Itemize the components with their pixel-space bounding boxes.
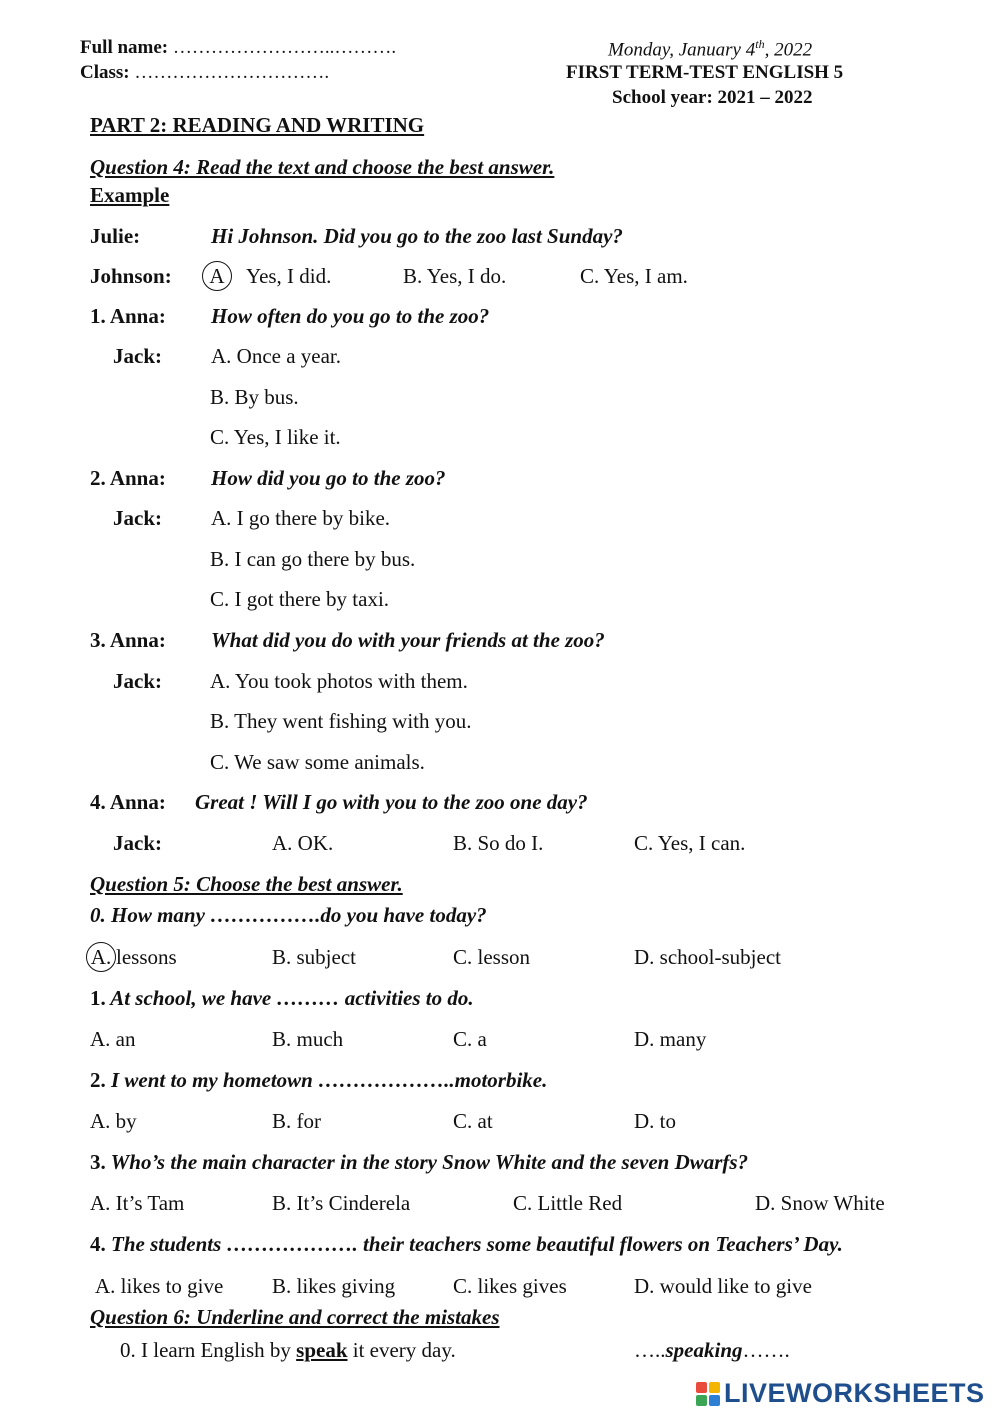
item-3-option-b[interactable]: B. They went fishing with you. <box>210 709 472 733</box>
q5-item-1-option-b[interactable]: B. much <box>272 1027 344 1051</box>
q5-item-4-question: 4. The students ………………. their teachers some beautiful flowers on Teachers’ Day. <box>90 1232 843 1256</box>
q5-item-2-option-d[interactable]: D. to <box>634 1109 676 1133</box>
item-1-jack: Jack: <box>113 344 162 368</box>
item-3-question: What did you do with your friends at the zoo? <box>211 628 605 652</box>
q6-example-mistake: speak <box>296 1338 348 1362</box>
q5-item-3-option-c[interactable]: C. Little Red <box>513 1191 623 1215</box>
item-1-option-a[interactable]: A. Once a year. <box>211 344 342 368</box>
q5-item-1-option-c[interactable]: C. a <box>453 1027 487 1051</box>
q5-item-2-option-a[interactable]: A. by <box>90 1109 137 1133</box>
q6-example-answer: …..speaking……. <box>634 1338 790 1362</box>
class-label: Class: …………………………. <box>80 62 330 83</box>
q5-item-3-option-d[interactable]: D. Snow White <box>755 1191 885 1215</box>
logo-square <box>696 1382 707 1393</box>
q5-item-1-option-a[interactable]: A. an <box>90 1027 136 1051</box>
item-1-question: How often do you go to the zoo? <box>211 304 490 328</box>
q5-example-option-b: B. subject <box>272 945 356 969</box>
example-label: Example <box>90 183 170 207</box>
q5-example-option-a: A. lessons <box>86 942 177 972</box>
item-4-question: Great ! Will I go with you to the zoo one day? <box>195 790 588 814</box>
item-4-option-a[interactable]: A. OK. <box>272 831 334 855</box>
item-4-speaker: 4. Anna: <box>90 790 166 814</box>
item-2-option-c[interactable]: C. I got there by taxi. <box>210 587 390 611</box>
q5-example-question: 0. How many …………….do you have today? <box>90 903 487 927</box>
part-2-title: PART 2: READING AND WRITING <box>90 113 425 137</box>
class-field[interactable]: …………………………. <box>134 62 330 83</box>
speaker-johnson: Johnson: <box>90 264 172 288</box>
example-option-a: A Yes, I did. <box>206 261 331 291</box>
q5-item-2-option-b[interactable]: B. for <box>272 1109 321 1133</box>
item-3-speaker: 3. Anna: <box>90 628 166 652</box>
item-3-option-a[interactable]: A. You took photos with them. <box>210 669 468 693</box>
q5-item-3-option-b[interactable]: B. It’s Cinderela <box>272 1191 411 1215</box>
q5-item-1-option-d[interactable]: D. many <box>634 1027 707 1051</box>
item-2-option-b[interactable]: B. I can go there by bus. <box>210 547 416 571</box>
item-1-option-c[interactable]: C. Yes, I like it. <box>210 425 341 449</box>
q5-item-3-option-a[interactable]: A. It’s Tam <box>90 1191 185 1215</box>
item-2-speaker: 2. Anna: <box>90 466 166 490</box>
item-2-jack: Jack: <box>113 506 162 530</box>
example-option-c: C. Yes, I am. <box>580 264 688 288</box>
q6-example-sentence: 0. I learn English by speak it every day. <box>120 1338 456 1362</box>
q5-item-3-question: 3. Who’s the main character in the story Snow White and the seven Dwarfs? <box>90 1150 749 1174</box>
q5-example-option-d: D. school-subject <box>634 945 781 969</box>
item-4-option-c[interactable]: C. Yes, I can. <box>634 831 746 855</box>
item-3-option-c[interactable]: C. We saw some animals. <box>210 750 425 774</box>
example-question: Hi Johnson. Did you go to the zoo last Sunday? <box>211 224 623 248</box>
item-2-question: How did you go to the zoo? <box>211 466 446 490</box>
logo-mark-icon <box>696 1382 720 1406</box>
test-date: Monday, January 4th, 2022 <box>608 37 813 61</box>
item-4-jack: Jack: <box>113 831 162 855</box>
answer-circle: A <box>202 261 232 291</box>
full-name-label: Full name: ……………………..………. <box>80 37 397 58</box>
item-4-option-b[interactable]: B. So do I. <box>453 831 544 855</box>
logo-text: LIVEWORKSHEETS <box>724 1378 985 1408</box>
test-title: FIRST TERM-TEST ENGLISH 5 <box>566 62 844 83</box>
q5-item-1-question: 1. At school, we have ……… activities to do. <box>90 986 474 1010</box>
logo-square <box>709 1395 720 1406</box>
q5-item-4-option-a[interactable]: A. likes to give <box>95 1274 224 1298</box>
q5-example-option-c: C. lesson <box>453 945 531 969</box>
liveworksheets-logo <box>696 1378 985 1409</box>
q5-item-4-option-d[interactable]: D. would like to give <box>634 1274 812 1298</box>
item-1-option-b[interactable]: B. By bus. <box>210 385 299 409</box>
speaker-julie: Julie: <box>90 224 141 248</box>
q5-item-4-option-c[interactable]: C. likes gives <box>453 1274 567 1298</box>
question-4-title: Question 4: Read the text and choose the best answer. <box>90 155 555 179</box>
example-option-b: B. Yes, I do. <box>403 264 507 288</box>
item-1-speaker: 1. Anna: <box>90 304 166 328</box>
full-name-field[interactable]: ……………………..………. <box>172 37 397 58</box>
q5-item-2-question: 2. I went to my hometown ………………..motorbike. <box>90 1068 548 1092</box>
question-5-title: Question 5: Choose the best answer. <box>90 872 403 896</box>
q5-item-4-option-b[interactable]: B. likes giving <box>272 1274 396 1298</box>
logo-square <box>696 1395 707 1406</box>
school-year: School year: 2021 – 2022 <box>612 87 813 108</box>
item-2-option-a[interactable]: A. I go there by bike. <box>211 506 391 530</box>
q5-item-2-option-c[interactable]: C. at <box>453 1109 493 1133</box>
logo-square <box>709 1382 720 1393</box>
answer-circle: A. <box>86 942 116 972</box>
question-6-title: Question 6: Underline and correct the mistakes <box>90 1305 500 1329</box>
item-3-jack: Jack: <box>113 669 162 693</box>
